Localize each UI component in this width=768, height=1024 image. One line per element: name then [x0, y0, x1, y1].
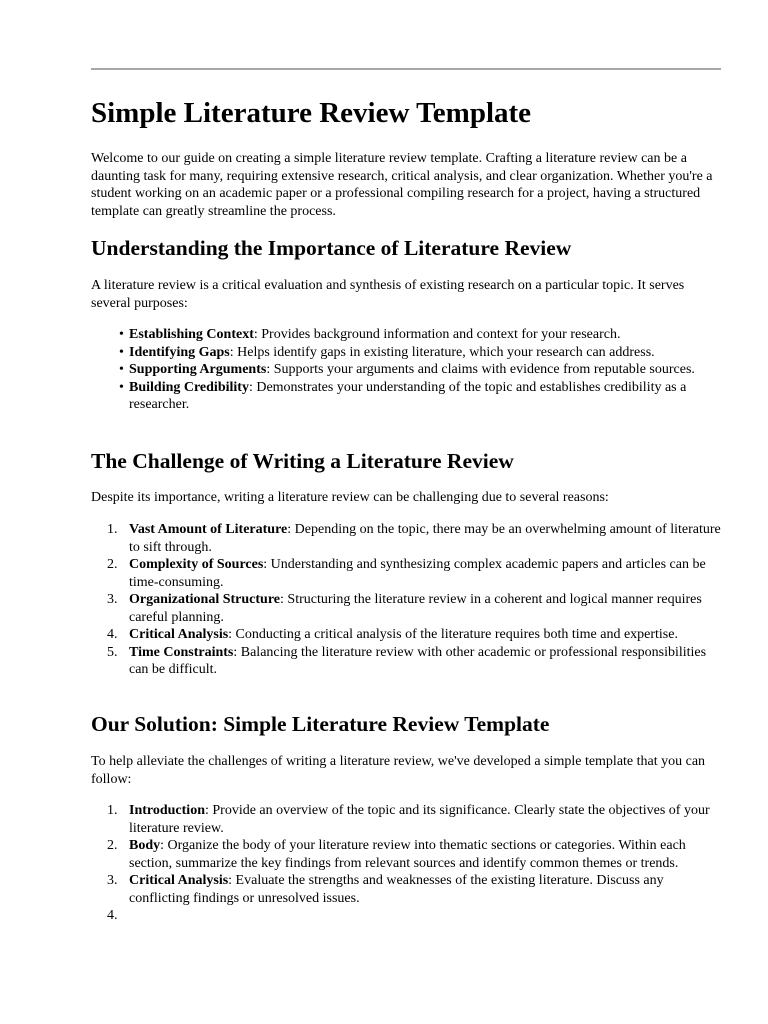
bullet-icon: •	[119, 379, 124, 395]
list-item-term: Body	[129, 838, 161, 853]
list-item-number: 2.	[107, 838, 118, 853]
section-importance-text-block	[91, 277, 721, 312]
list-item-term: Vast Amount of Literature	[129, 522, 288, 537]
list-item-desc: : Evaluate the strengths and weaknesses of the existing literature. Discuss any conflicting findings or unresolved issues.	[129, 873, 664, 906]
list-item-desc: : Supports your arguments and claims with evidence from reputable sources.	[266, 362, 695, 377]
page-title: Simple Literature Review Template	[91, 97, 532, 129]
intro-paragraph: Welcome to our guide on creating a simple literature review template. Crafting a literature review can be a daunting task for many, requiring extensive research, critical analysis, and clear organization. Whether you're a student working on an academic paper or a professional compiling research for a project, having a structured template can greatly streamline the process.	[91, 151, 713, 219]
list-item	[91, 361, 721, 379]
list-item-desc: : Provides background information and context for your research.	[253, 327, 621, 342]
list-item-term: Critical Analysis	[129, 627, 229, 642]
intro-paragraph-block	[91, 150, 721, 220]
list-item-number: 4.	[107, 908, 118, 923]
list-item-desc: : Helps identify gaps in existing literature, which your research can address.	[229, 344, 655, 360]
list-item	[91, 521, 721, 556]
list-item-term: Building Credibility	[129, 379, 249, 395]
list-item-term: Critical Analysis	[129, 873, 229, 888]
list-item-number: 1.	[107, 803, 118, 818]
importance-list-block	[91, 326, 721, 414]
list-item-desc: : Depending on the topic, there may be an overwhelming amount of literature to sift through.	[129, 522, 721, 555]
list-item-number: 3.	[107, 592, 118, 607]
section-solution	[91, 711, 721, 737]
bullet-icon: •	[119, 344, 124, 360]
list-item-desc: : Organize the body of your literature review into thematic sections or categories. Within each section, summarize the key findings from relevant sources and identify common themes or trends.	[129, 838, 686, 871]
bullet-icon: •	[119, 362, 124, 377]
list-item-term: Organizational Structure	[129, 592, 281, 607]
list-item	[91, 872, 721, 907]
section-paragraph: To help alleviate the challenges of writing a literature review, we've developed a simple template that you can follow:	[91, 754, 706, 787]
list-item-number: 2.	[107, 557, 118, 572]
list-item-desc: : Provide an overview of the topic and its significance. Clearly state the objectives of your literature review.	[129, 803, 710, 836]
importance-bullet-list	[91, 326, 721, 414]
list-item-number: 5.	[107, 644, 118, 660]
list-item-desc: : Conducting a critical analysis of the literature requires both time and expertise.	[228, 627, 678, 642]
list-item-desc: : Balancing the literature review with other academic or professional responsibilities can be difficult.	[129, 644, 707, 677]
bullet-icon: •	[119, 327, 124, 342]
list-item-desc: : Understanding and synthesizing complex academic papers and articles can be time-consuming.	[129, 557, 706, 590]
list-item	[91, 326, 721, 344]
list-item-number: 3.	[107, 873, 118, 888]
list-item	[91, 626, 721, 644]
list-item	[91, 644, 721, 679]
solution-numbered-list	[91, 802, 721, 925]
list-item-desc: : Demonstrates your understanding of the topic and establishes credibility as a researcher.	[129, 379, 687, 412]
list-item	[91, 802, 721, 837]
section-paragraph: A literature review is a critical evaluation and synthesis of existing research on a particular topic. It serves several purposes:	[91, 278, 685, 311]
list-item-term: Complexity of Sources	[129, 557, 264, 572]
section-paragraph: Despite its importance, writing a literature review can be challenging due to several reasons:	[91, 490, 609, 505]
list-item-term: Supporting Arguments	[129, 362, 267, 377]
challenge-numbered-list	[91, 521, 721, 679]
list-item	[91, 556, 721, 591]
section-importance	[91, 235, 721, 261]
section-heading: Understanding the Importance of Literature Review	[91, 236, 572, 260]
list-item	[91, 344, 721, 362]
list-item-desc: : Structuring the literature review in a coherent and logical manner requires careful planning.	[129, 592, 702, 625]
list-item	[91, 591, 721, 626]
section-heading: The Challenge of Writing a Literature Review	[91, 449, 514, 473]
section-solution-text-block	[91, 753, 721, 788]
list-item	[91, 837, 721, 872]
section-challenge-text-block	[91, 489, 721, 507]
top-divider	[91, 68, 721, 70]
list-item-number: 4.	[107, 627, 118, 642]
challenge-list-block	[91, 521, 721, 679]
section-heading: Our Solution: Simple Literature Review Template	[91, 712, 550, 736]
list-item	[91, 907, 721, 925]
list-item	[91, 379, 721, 414]
section-challenge	[91, 448, 721, 474]
list-item-term: Time Constraints	[129, 644, 234, 660]
list-item-term: Introduction	[129, 803, 205, 818]
solution-list-block	[91, 802, 721, 925]
list-item-term: Establishing Context	[129, 327, 254, 342]
list-item-number: 1.	[107, 522, 118, 537]
list-item-term: Identifying Gaps	[129, 344, 230, 360]
